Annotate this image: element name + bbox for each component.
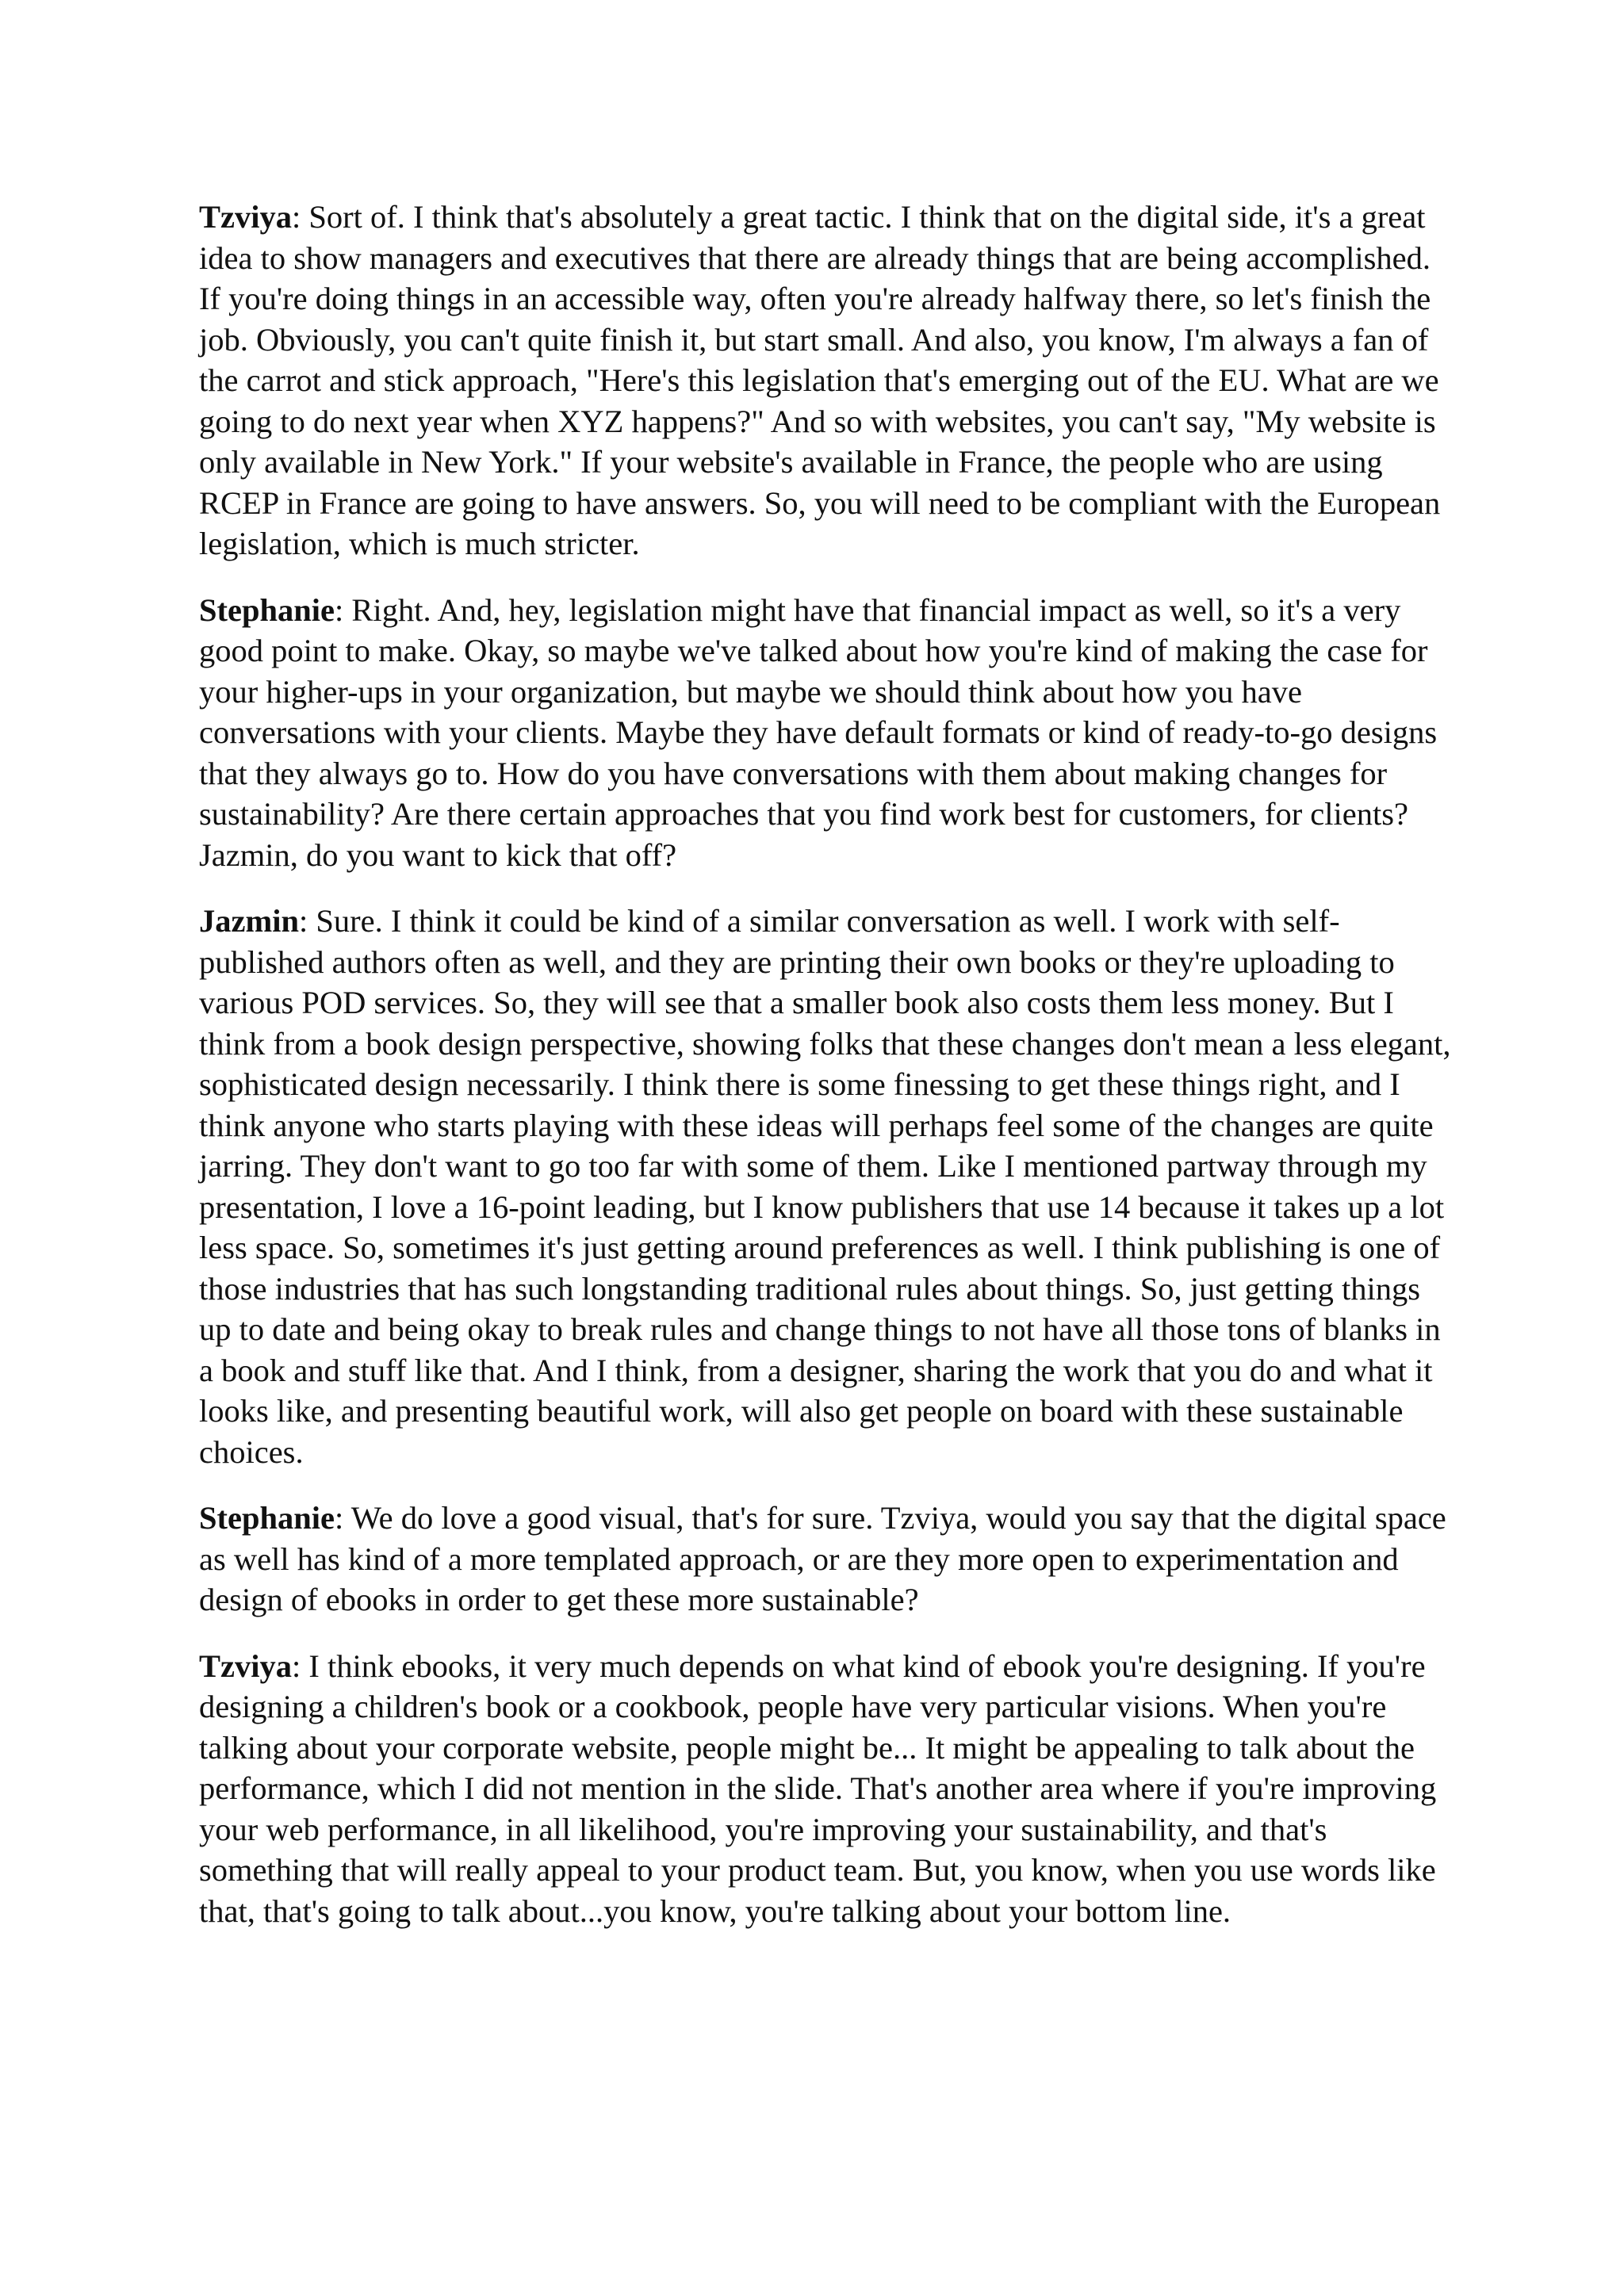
transcript-paragraph-5: [199, 1646, 1452, 1932]
speaker-name: Stephanie: [199, 591, 335, 628]
paragraph-text: : Sort of. I think that's absolutely a great tactic. I think that on the digital side, it's a great idea to show managers and executives that there are already things that are being accomplished. If you're doing things in an accessible way, often you're already halfway there, so let's finish the job. Obviously, you can't quite finish it, but start small. And also, you know, I'm always a fan of the carrot and stick approach, "Here's this legislation that's emerging out of the EU. What are we going to do next year when XYZ happens?" And so with websites, you can't say, "My website is only available in New York." If your website's available in France, the people who are using RCEP in France are going to have answers. So, you will need to be compliant with the European legislation, which is much stricter.: [199, 199, 1441, 561]
transcript-body: [199, 197, 1452, 1957]
speaker-name: Tzviya: [199, 199, 292, 235]
transcript-paragraph-2: [199, 590, 1452, 876]
transcript-paragraph-4: [199, 1498, 1452, 1621]
paragraph-text: : Sure. I think it could be kind of a similar conversation as well. I work with self-published authors often as well, and they are printing their own books or they're uploading to various POD services. So, they will see that a smaller book also costs them less money. But I think from a book design perspective, showing folks that these changes don't mean a less elegant, sophisticated design necessarily. I think there is some finessing to get these things right, and I think anyone who starts playing with these ideas will perhaps feel some of the changes are quite jarring. They don't want to go too far with some of them. Like I mentioned partway through my presentation, I love a 16-point leading, but I know publishers that use 14 because it takes up a lot less space. So, sometimes it's just getting around preferences as well. I think publishing is one of those industries that has such longstanding traditional rules about things. So, just getting things up to date and being okay to break rules and change things to not have all those tons of blanks in a book and stuff like that. And I think, from a designer, sharing the work that you do and what it looks like, and presenting beautiful work, will also get people on board with these sustainable choices.: [199, 903, 1451, 1470]
transcript-paragraph-1: [199, 197, 1452, 564]
paragraph-text: : I think ebooks, it very much depends on what kind of ebook you're designing. If you're designing a children's book or a cookbook, people have very particular visions. When you're talking about your corporate website, people might be... It might be appealing to talk about the performance, which I did not mention in the slide. That's another area where if you're improving your web performance, in all likelihood, you're improving your sustainability, and that's something that will really appeal to your product team. But, you know, when you use words like that, that's going to talk about...you know, you're talking about your bottom line.: [199, 1647, 1437, 1929]
paragraph-text: : We do love a good visual, that's for sure. Tzviya, would you say that the digital space as well has kind of a more templated approach, or are they more open to experimentation and design of ebooks in order to get these more sustainable?: [199, 1500, 1446, 1617]
transcript-paragraph-3: [199, 901, 1452, 1472]
speaker-name: Stephanie: [199, 1500, 335, 1536]
paragraph-text: : Right. And, hey, legislation might have that financial impact as well, so it's a very good point to make. Okay, so maybe we've talked about how you're kind of making the case for your higher-ups in your organization, but maybe we should think about how you have conversations with your clients. Maybe they have default formats or kind of ready-to-go designs that they always go to. How do you have conversations with them about making changes for sustainability? Are there certain approaches that you find work best for customers, for clients? Jazmin, do you want to kick that off?: [199, 591, 1438, 873]
speaker-name: Jazmin: [199, 903, 299, 939]
speaker-name: Tzviya: [199, 1647, 292, 1684]
